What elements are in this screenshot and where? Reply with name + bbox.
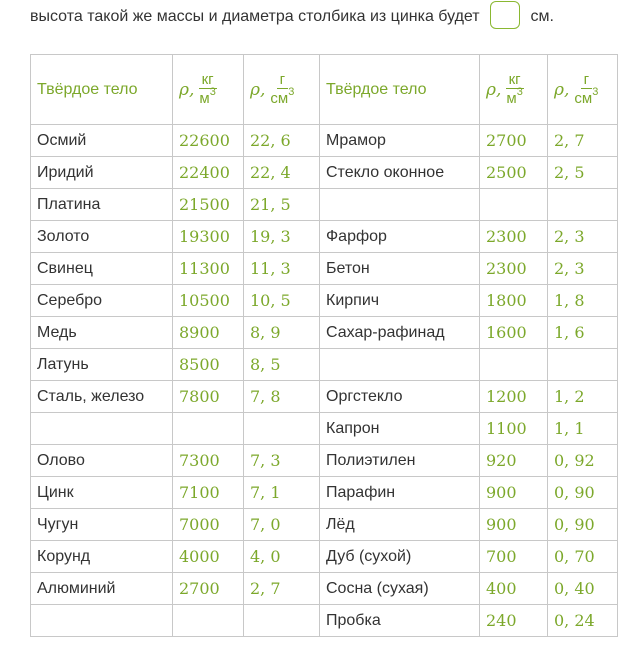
density-si-cell: 7000	[173, 509, 244, 541]
density-si-cell: 2300	[480, 253, 548, 285]
density-cgs-cell: 2, 3	[548, 221, 618, 253]
density-cgs-cell: 2, 3	[548, 253, 618, 285]
header-rho-cgs-right: ρ, $\frac{г}{см^3}$	[548, 55, 618, 125]
table-row	[31, 253, 618, 285]
solid-name-cell	[31, 413, 173, 445]
table-row	[31, 381, 618, 413]
table-row	[31, 445, 618, 477]
table-row	[31, 349, 618, 381]
density-si-cell	[480, 189, 548, 221]
density-si-cell: 1200	[480, 381, 548, 413]
table-row	[31, 157, 618, 189]
solid-name-cell: Мрамор	[320, 125, 480, 157]
density-cgs-cell	[244, 413, 320, 445]
header-rho-cgs-left: ρ, $\frac{г}{см^3}$	[244, 55, 320, 125]
solid-name-cell: Цинк	[31, 477, 173, 509]
density-cgs-cell: 1, 2	[548, 381, 618, 413]
density-cgs-cell: 10, 5	[244, 285, 320, 317]
solid-name-cell: Иридий	[31, 157, 173, 189]
density-si-cell: 22400	[173, 157, 244, 189]
density-cgs-cell: 0, 70	[548, 541, 618, 573]
density-cgs-cell: 0, 40	[548, 573, 618, 605]
density-cgs-cell: 2, 5	[548, 157, 618, 189]
density-cgs-cell: 7, 3	[244, 445, 320, 477]
density-si-cell: 240	[480, 605, 548, 637]
solid-name-cell: Платина	[31, 189, 173, 221]
solid-name-cell: Золото	[31, 221, 173, 253]
density-si-cell: 700	[480, 541, 548, 573]
question-text	[30, 2, 554, 32]
solid-name-cell: Медь	[31, 317, 173, 349]
table-row	[31, 509, 618, 541]
density-si-cell: 8900	[173, 317, 244, 349]
density-si-cell: 8500	[173, 349, 244, 381]
density-si-cell: 900	[480, 509, 548, 541]
solid-name-cell: Сталь, железо	[31, 381, 173, 413]
density-si-cell: 900	[480, 477, 548, 509]
density-cgs-cell: 7, 8	[244, 381, 320, 413]
solid-name-cell: Кирпич	[320, 285, 480, 317]
density-si-cell: 10500	[173, 285, 244, 317]
density-si-cell	[173, 413, 244, 445]
density-cgs-cell: 21, 5	[244, 189, 320, 221]
density-cgs-cell: 19, 3	[244, 221, 320, 253]
density-cgs-cell: 2, 7	[244, 573, 320, 605]
header-solid-right: Твёрдое тело	[320, 55, 480, 125]
density-cgs-cell: 7, 0	[244, 509, 320, 541]
density-si-cell: 21500	[173, 189, 244, 221]
solid-name-cell: Лёд	[320, 509, 480, 541]
density-si-cell: 920	[480, 445, 548, 477]
table-header-row	[31, 55, 618, 125]
density-si-cell: 2500	[480, 157, 548, 189]
solid-name-cell: Сахар-рафинад	[320, 317, 480, 349]
density-si-cell: 22600	[173, 125, 244, 157]
table-row	[31, 573, 618, 605]
solid-name-cell: Корунд	[31, 541, 173, 573]
question-text-after: см.	[530, 8, 554, 25]
solid-name-cell	[31, 605, 173, 637]
density-si-cell: 1600	[480, 317, 548, 349]
density-cgs-cell: 8, 5	[244, 349, 320, 381]
density-cgs-cell: 0, 90	[548, 477, 618, 509]
density-cgs-cell: 2, 7	[548, 125, 618, 157]
density-cgs-cell: 0, 24	[548, 605, 618, 637]
density-cgs-cell	[548, 349, 618, 381]
density-si-cell: 4000	[173, 541, 244, 573]
density-si-cell	[480, 349, 548, 381]
density-cgs-cell: 8, 9	[244, 317, 320, 349]
table-row	[31, 541, 618, 573]
density-si-cell: 1100	[480, 413, 548, 445]
solid-name-cell: Бетон	[320, 253, 480, 285]
density-si-cell	[173, 605, 244, 637]
density-si-cell: 400	[480, 573, 548, 605]
table-row	[31, 189, 618, 221]
solid-name-cell: Осмий	[31, 125, 173, 157]
density-si-cell: 2700	[480, 125, 548, 157]
density-si-cell: 2300	[480, 221, 548, 253]
density-cgs-cell: 22, 4	[244, 157, 320, 189]
density-cgs-cell	[548, 189, 618, 221]
density-cgs-cell: 1, 1	[548, 413, 618, 445]
header-solid-left: Твёрдое тело	[31, 55, 173, 125]
density-cgs-cell: 11, 3	[244, 253, 320, 285]
solid-name-cell: Оргстекло	[320, 381, 480, 413]
solid-name-cell: Полиэтилен	[320, 445, 480, 477]
solid-name-cell: Фарфор	[320, 221, 480, 253]
solid-name-cell: Чугун	[31, 509, 173, 541]
table-row	[31, 317, 618, 349]
solid-name-cell: Серебро	[31, 285, 173, 317]
density-si-cell: 7300	[173, 445, 244, 477]
solid-name-cell: Капрон	[320, 413, 480, 445]
density-si-cell: 19300	[173, 221, 244, 253]
density-si-cell: 2700	[173, 573, 244, 605]
solid-name-cell: Сосна (сухая)	[320, 573, 480, 605]
density-si-cell: 7100	[173, 477, 244, 509]
answer-input[interactable]	[490, 1, 520, 29]
solid-name-cell: Свинец	[31, 253, 173, 285]
solid-name-cell: Олово	[31, 445, 173, 477]
density-cgs-cell	[244, 605, 320, 637]
solid-name-cell: Стекло оконное	[320, 157, 480, 189]
density-cgs-cell: 0, 92	[548, 445, 618, 477]
density-si-cell: 7800	[173, 381, 244, 413]
density-si-cell: 1800	[480, 285, 548, 317]
density-si-cell: 11300	[173, 253, 244, 285]
density-cgs-cell: 1, 8	[548, 285, 618, 317]
table-row	[31, 221, 618, 253]
table-row	[31, 125, 618, 157]
solid-name-cell: Алюминий	[31, 573, 173, 605]
question-text-before: высота такой же массы и диаметра столбика из цинка будет	[30, 8, 480, 25]
density-cgs-cell: 7, 1	[244, 477, 320, 509]
solid-name-cell	[320, 189, 480, 221]
table-row	[31, 413, 618, 445]
table-row	[31, 477, 618, 509]
solid-name-cell: Латунь	[31, 349, 173, 381]
solid-name-cell: Парафин	[320, 477, 480, 509]
table-row	[31, 605, 618, 637]
solid-name-cell	[320, 349, 480, 381]
header-rho-si-left: ρ, $\frac{кг}{м^3}$	[173, 55, 244, 125]
solid-name-cell: Пробка	[320, 605, 480, 637]
density-cgs-cell: 0, 90	[548, 509, 618, 541]
density-cgs-cell: 1, 6	[548, 317, 618, 349]
density-cgs-cell: 4, 0	[244, 541, 320, 573]
solid-name-cell: Дуб (сухой)	[320, 541, 480, 573]
table-row	[31, 285, 618, 317]
header-rho-si-right: ρ, $\frac{кг}{м^3}$	[480, 55, 548, 125]
density-table	[30, 54, 618, 637]
density-cgs-cell: 22, 6	[244, 125, 320, 157]
